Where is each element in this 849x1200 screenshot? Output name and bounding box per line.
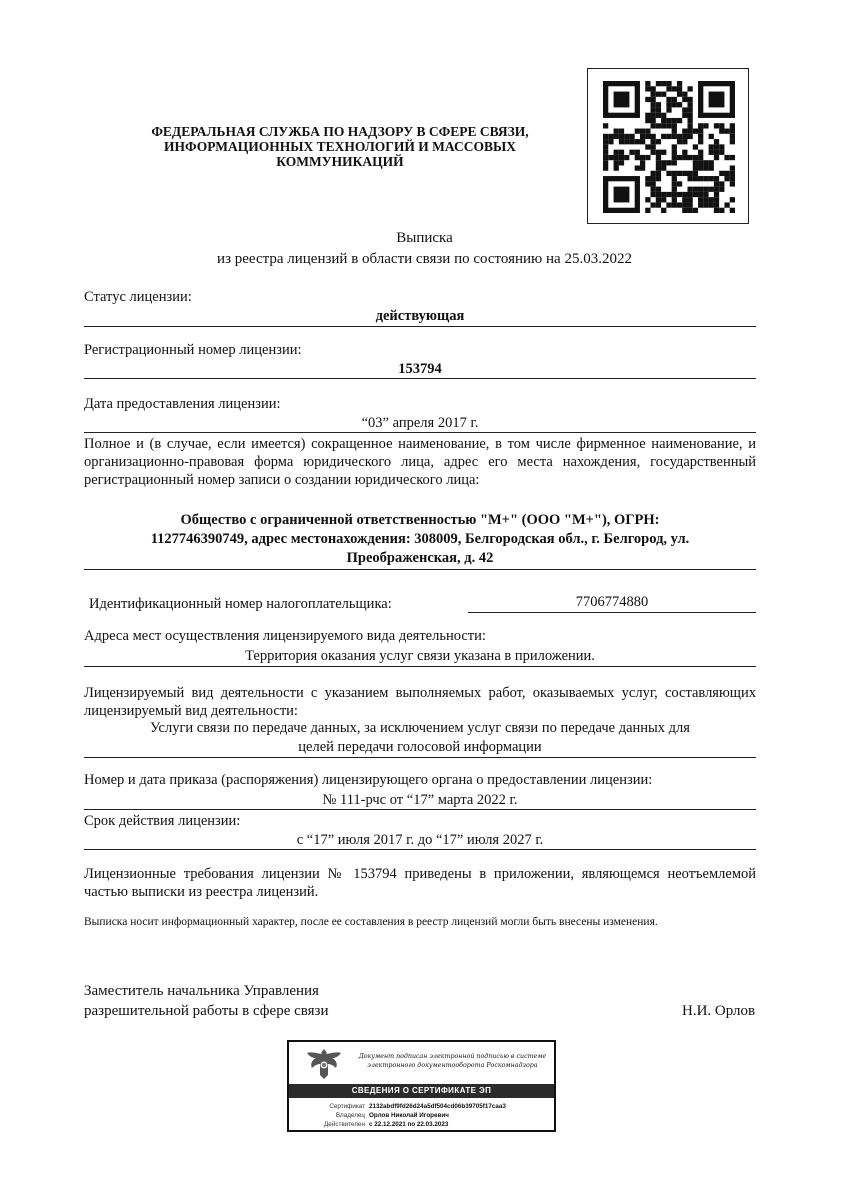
document-subtitle: из реестра лицензий в области связи по состоянию на 25.03.2022 [217, 251, 632, 267]
certificate-label: Сертификат [329, 1103, 365, 1110]
agency-name-line3: КОММУНИКАЦИЙ [276, 154, 404, 169]
inn-value: 7706774880 [575, 594, 649, 610]
stamp-row-owner [289, 1111, 554, 1120]
term-value: с “17” июля 2017 г. до “17” июля 2027 г. [296, 832, 544, 848]
address-value: Территория оказания услуг связи указана в приложении. [245, 648, 595, 664]
entity-value-line3: Преображенская, д. 42 [346, 550, 494, 566]
divider [84, 809, 756, 810]
document-title: Выписка [396, 230, 453, 246]
stamp-header-area [289, 1042, 554, 1084]
stamp-details [289, 1102, 554, 1129]
stamp-row-certificate [289, 1102, 554, 1111]
e-signature-stamp [287, 1040, 556, 1132]
entity-label: Полное и (в случае, если имеется) сокращенное наименование, в том числе фирменное наименование, и организационно-правовая форма юридического лица, адрес его места нахождения, государственный регистрационный номер записи о создании юридического лица: [84, 436, 756, 488]
certificate-value: 2132abdf9fd26d24a5df504cd06b39705f17caa3 [369, 1103, 506, 1110]
owner-label: Владелец [335, 1112, 365, 1119]
requirements-text: Лицензионные требования лицензии № 153794 приведены в приложении, являющемся неотъемлемой частью выписки из реестра лицензий. [84, 866, 756, 900]
order-label: Номер и дата приказа (распоряжения) лицензирующего органа о предоставлении лицензии: [84, 772, 653, 788]
divider [84, 378, 756, 379]
inn-label: Идентификационный номер налогоплательщика: [89, 596, 392, 612]
activity-value-line2: целей передачи голосовой информации [298, 739, 542, 755]
regnum-label: Регистрационный номер лицензии: [84, 342, 302, 358]
signatory-position [84, 981, 329, 1021]
term-label: Срок действия лицензии: [84, 813, 241, 829]
order-value: № 111-рчс от “17” марта 2022 г. [322, 792, 518, 808]
agency-name [110, 124, 570, 169]
signatory-position-line1: Заместитель начальника Управления [84, 983, 319, 999]
status-label: Статус лицензии: [84, 289, 192, 305]
entity-value-line2: 1127746390749, адрес местонахождения: 308009, Белгородская обл., г. Белгород, ул. [150, 531, 690, 547]
signatory-name: Н.И. Орлов [682, 1003, 756, 1019]
address-label: Адреса мест осуществления лицензируемого вида деятельности: [84, 628, 486, 644]
regnum-value: 153794 [398, 361, 442, 377]
date-value: “03” апреля 2017 г. [361, 415, 479, 431]
coat-of-arms-icon [303, 1045, 345, 1083]
divider [84, 326, 756, 327]
entity-value-line1: Общество с ограниченной ответственностью "М+" (ООО "М+"), ОГРН: [180, 512, 660, 528]
divider [84, 757, 756, 758]
date-label: Дата предоставления лицензии: [84, 396, 281, 412]
stamp-organization [355, 1052, 550, 1070]
divider [84, 569, 756, 570]
agency-name-line1: ФЕДЕРАЛЬНАЯ СЛУЖБА ПО НАДЗОРУ В СФЕРЕ СВЯЗИ, [151, 124, 529, 139]
activity-value-line1: Услуги связи по передаче данных, за исключением услуг связи по передаче данных для [150, 720, 690, 736]
status-value: действующая [375, 308, 465, 324]
qr-code-icon [602, 81, 736, 213]
inn-underline [468, 612, 756, 613]
divider [84, 666, 756, 667]
owner-value: Орлов Николай Игоревич [369, 1112, 449, 1119]
stamp-organization-line1: Документ подписан электронной подписью в системе [358, 1053, 547, 1060]
activity-label: Лицензируемый вид деятельности с указанием выполняемых работ, оказываемых услуг, составляющих лицензируемый вид деятельности: [84, 685, 756, 719]
stamp-row-validity [289, 1120, 554, 1129]
qr-code [587, 68, 749, 224]
validity-value: с 22.12.2021 по 22.03.2023 [369, 1121, 449, 1128]
divider [84, 849, 756, 850]
agency-name-line2: ИНФОРМАЦИОННЫХ ТЕХНОЛОГИЙ И МАССОВЫХ [164, 139, 516, 154]
validity-label: Действителен [324, 1121, 365, 1128]
stamp-title: СВЕДЕНИЯ О СЕРТИФИКАТЕ ЭП [289, 1084, 554, 1098]
signatory-position-line2: разрешительной работы в сфере связи [84, 1003, 329, 1019]
disclaimer-text: Выписка носит информационный характер, после ее составления в реестр лицензий могли быть внесены изменения. [84, 916, 658, 928]
stamp-organization-line2: электронного документооборота Роскомнадзора [367, 1062, 538, 1069]
divider [84, 432, 756, 433]
